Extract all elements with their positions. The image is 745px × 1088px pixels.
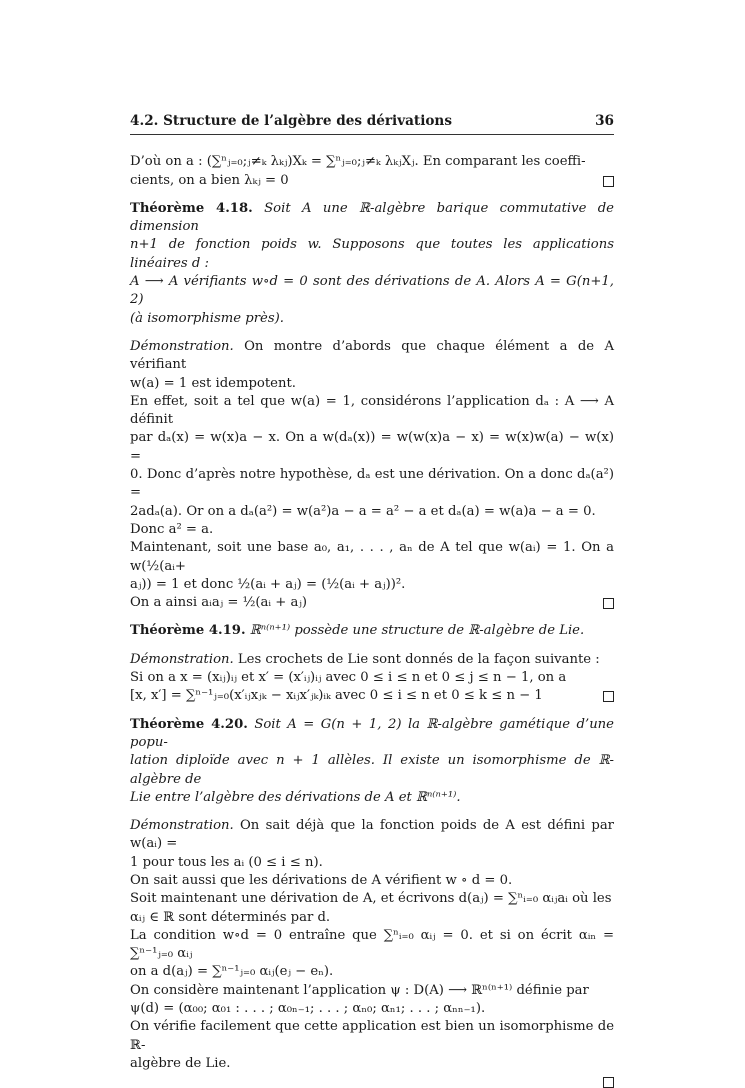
- text-line: On sait aussi que les dérivations de A vérifient w ∘ d = 0.: [130, 872, 513, 888]
- text-line: cients, on a bien λₖⱼ = 0: [130, 172, 614, 190]
- text-line: [x, x′] = ∑ⁿ⁻¹ⱼ₌₀(x′ᵢⱼxⱼₖ − xᵢⱼx′ⱼₖ)ᵢₖ avec 0 ≤ i ≤ n et 0 ≤ k ≤ n − 1: [130, 687, 614, 705]
- proof-label: Démonstration.: [130, 651, 234, 667]
- text-line: On vérifie facilement que cette application est bien un isomorphisme de ℝ-: [130, 1019, 614, 1053]
- text-line: par dₐ(x) = w(x)a − x. On a w(dₐ(x)) = w(w(x)a − x) = w(x)w(a) − w(x) =: [130, 430, 614, 464]
- proof-4-20: [130, 817, 614, 1087]
- section-title: 4.2. Structure de l’algèbre des dérivations: [130, 113, 452, 129]
- qed-symbol: [603, 691, 614, 702]
- running-header: [130, 112, 614, 135]
- proof-label: Démonstration.: [130, 338, 234, 354]
- text-line: (à isomorphisme près).: [130, 310, 284, 326]
- text-line: Démonstration. On montre d’abords que chaque élément a de A vérifiant: [130, 338, 614, 373]
- text-line: Démonstration. On sait déjà que la fonction poids de A est défini par w(aᵢ) =: [130, 818, 614, 852]
- page: [130, 112, 614, 1088]
- qed-symbol: [603, 598, 614, 609]
- qed-symbol: [603, 176, 614, 187]
- text-line: A ⟶ A vérifiants w∘d = 0 sont des dérivations de A. Alors A = G(n+1, 2): [130, 274, 614, 308]
- text-line: αᵢⱼ ∈ ℝ sont déterminés par d.: [130, 909, 331, 925]
- text-line: w(a) = 1 est idempotent.: [130, 375, 296, 391]
- theorem-label: Théorème 4.20.: [130, 716, 248, 732]
- text-line: On a ainsi aᵢaⱼ = ½(aᵢ + aⱼ): [130, 594, 614, 612]
- qed-line: [130, 1073, 614, 1087]
- text-line: Théorème 4.18. Soit A une ℝ-algèbre barique commutative de dimension: [130, 200, 614, 235]
- qed-symbol: [603, 1077, 614, 1088]
- page-number: 36: [595, 113, 614, 129]
- theorem-4-19: [130, 622, 614, 640]
- text-line: 2adₐ(a). Or on a dₐ(a²) = w(a²)a − a = a² − a et dₐ(a) = w(a)a − a = 0.: [130, 503, 596, 519]
- text-line: 1 pour tous les aᵢ (0 ≤ i ≤ n).: [130, 854, 323, 870]
- theorem-label: Théorème 4.18.: [130, 200, 253, 216]
- intro-paragraph: [130, 153, 614, 190]
- theorem-4-18: [130, 200, 614, 328]
- text-line: ψ(d) = (α₀₀; α₀₁ : . . . ; α₀ₙ₋₁; . . . ; αₙ₀; αₙ₁; . . . ; αₙₙ₋₁).: [130, 1001, 486, 1017]
- text-line: aⱼ)) = 1 et donc ½(aᵢ + aⱼ) = (½(aᵢ + aⱼ))².: [130, 576, 406, 592]
- text-line: On considère maintenant l’application ψ : D(A) ⟶ ℝⁿ⁽ⁿ⁺¹⁾ définie par: [130, 982, 589, 998]
- text-line: 0. Donc d’après notre hypothèse, dₐ est une dérivation. On a donc dₐ(a²) =: [130, 467, 614, 501]
- text-line: Démonstration. Les crochets de Lie sont donnés de la façon suivante :: [130, 651, 600, 667]
- theorem-4-20: [130, 716, 614, 807]
- text-line: algèbre de Lie.: [130, 1055, 231, 1071]
- text-line: on a d(aⱼ) = ∑ⁿ⁻¹ⱼ₌₀ αᵢⱼ(eⱼ − eₙ).: [130, 964, 334, 980]
- text-line: D’où on a : (∑ⁿⱼ₌₀;ⱼ≠ₖ λₖⱼ)Xₖ = ∑ⁿⱼ₌₀;ⱼ≠ₖ λₖⱼXⱼ. En comparant les coeffi-: [130, 154, 586, 170]
- text-line: Soit maintenant une dérivation de A, et écrivons d(aⱼ) = ∑ⁿᵢ₌₀ αᵢⱼaᵢ où les: [130, 891, 612, 907]
- text-line: Donc a² = a.: [130, 521, 214, 537]
- text-line: Lie entre l’algèbre des dérivations de A et ℝⁿ⁽ⁿ⁺¹⁾.: [130, 789, 461, 805]
- text-line: Théorème 4.19. ℝⁿ⁽ⁿ⁺¹⁾ possède une structure de ℝ-algèbre de Lie.: [130, 623, 585, 639]
- theorem-label: Théorème 4.19.: [130, 623, 246, 639]
- text-line: Si on a x = (xᵢⱼ)ᵢⱼ et x′ = (x′ᵢⱼ)ᵢⱼ avec 0 ≤ i ≤ n et 0 ≤ j ≤ n − 1, on a: [130, 670, 567, 686]
- text-line: n+1 de fonction poids w. Supposons que toutes les applications linéaires d :: [130, 237, 614, 271]
- proof-4-18: [130, 338, 614, 612]
- text-line: En effet, soit a tel que w(a) = 1, considérons l’application dₐ : A ⟶ A définit: [130, 393, 614, 428]
- text-line: lation diploïde avec n + 1 allèles. Il existe un isomorphisme de ℝ-algèbre de: [130, 753, 614, 787]
- text-line: La condition w∘d = 0 entraîne que ∑ⁿᵢ₌₀ αᵢⱼ = 0. et si on écrit αᵢₙ = ∑ⁿ⁻¹ⱼ₌₀ αᵢⱼ: [130, 927, 614, 962]
- text-line: Maintenant, soit une base a₀, a₁, . . . , aₙ de A tel que w(aᵢ) = 1. On a w(½(aᵢ+: [130, 540, 614, 574]
- proof-label: Démonstration.: [130, 818, 234, 834]
- proof-4-19: [130, 651, 614, 706]
- text-line: Théorème 4.20. Soit A = G(n + 1, 2) la ℝ-algèbre gamétique d’une popu-: [130, 716, 614, 750]
